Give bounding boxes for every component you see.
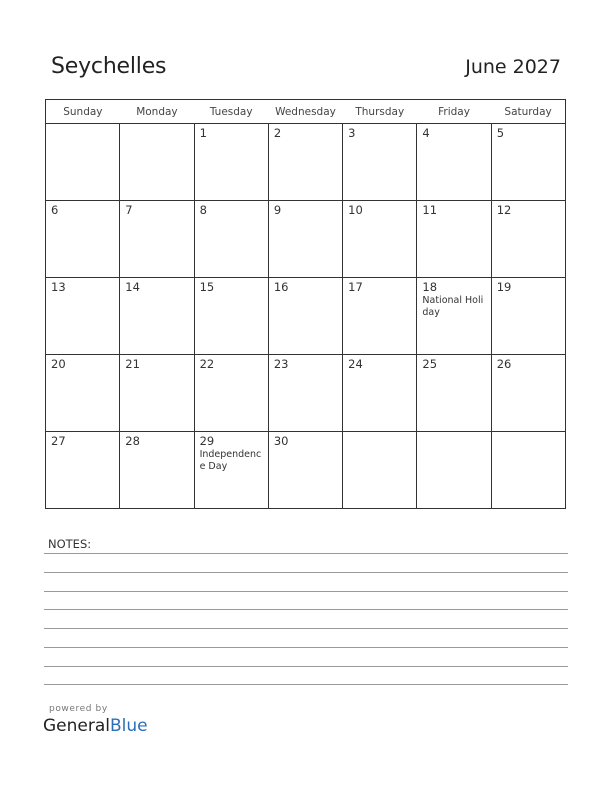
calendar-day-cell (268, 124, 342, 201)
day-number: 22 (199, 357, 215, 371)
calendar-week-row (46, 278, 566, 355)
calendar-day-cell (120, 201, 194, 278)
day-number: 20 (51, 357, 66, 371)
weekday-wednesday: Wednesday (268, 100, 342, 124)
calendar-day-cell (194, 124, 268, 201)
calendar-day-cell (491, 124, 565, 201)
day-number: 21 (125, 357, 140, 371)
weekday-thursday: Thursday (343, 100, 417, 124)
calendar-day-cell (46, 278, 120, 355)
day-number: 29 (199, 434, 215, 448)
notes-line (44, 609, 568, 610)
calendar-week-row (46, 201, 566, 278)
weekday-tuesday: Tuesday (194, 100, 268, 124)
notes-line (44, 647, 568, 648)
calendar-day-cell (343, 124, 417, 201)
calendar-week-row (46, 124, 566, 201)
calendar-day-cell (120, 124, 194, 201)
holiday-label: National Holiday (422, 295, 484, 318)
calendar-day-cell (194, 432, 268, 509)
notes-line (44, 666, 568, 667)
day-number: 18 (422, 280, 438, 294)
calendar-day-cell (46, 124, 120, 201)
day-number: 16 (273, 280, 289, 294)
weekday-saturday: Saturday (491, 100, 565, 124)
calendar-day-cell (417, 355, 491, 432)
calendar-day-cell (343, 432, 417, 509)
day-number: 24 (348, 357, 363, 371)
calendar-body (46, 124, 566, 509)
calendar-day-cell (491, 355, 565, 432)
notes-label: NOTES: (48, 537, 92, 551)
calendar-day-cell (268, 278, 342, 355)
day-number: 13 (51, 280, 66, 294)
calendar-day-cell (194, 278, 268, 355)
day-number: 12 (496, 203, 512, 217)
calendar-month-title: June 2027 (465, 56, 561, 78)
day-number: 17 (348, 280, 363, 294)
day-number: 30 (273, 434, 289, 448)
day-number: 7 (125, 203, 133, 217)
day-number: 6 (51, 203, 59, 217)
day-number: 4 (422, 126, 430, 140)
weekday-sunday: Sunday (46, 100, 120, 124)
weekday-header-row (46, 100, 566, 124)
day-number: 2 (273, 126, 282, 140)
day-number: 28 (125, 434, 140, 448)
notes-line (44, 591, 568, 592)
weekday-monday: Monday (120, 100, 194, 124)
calendar-day-cell (491, 201, 565, 278)
calendar-week-row (46, 355, 566, 432)
calendar-day-cell (46, 355, 120, 432)
day-number: 15 (199, 280, 215, 294)
day-number: 27 (51, 434, 66, 448)
day-number: 3 (348, 126, 356, 140)
day-number: 1 (199, 126, 207, 140)
day-number: 11 (422, 203, 438, 217)
day-number: 5 (496, 126, 505, 140)
calendar-day-cell (194, 201, 268, 278)
calendar-day-cell (491, 432, 565, 509)
calendar-week-row (46, 432, 566, 509)
day-number: 23 (273, 357, 289, 371)
day-number: 9 (273, 203, 282, 217)
day-number: 8 (199, 203, 207, 217)
calendar-day-cell (46, 201, 120, 278)
calendar-day-cell (417, 201, 491, 278)
calendar-day-cell (417, 432, 491, 509)
weekday-friday: Friday (417, 100, 491, 124)
notes-line (44, 553, 568, 554)
calendar-day-cell (268, 432, 342, 509)
day-number: 10 (348, 203, 363, 217)
generalblue-logo (43, 716, 148, 736)
calendar-country-title: Seychelles (51, 54, 167, 79)
calendar-day-cell (417, 124, 491, 201)
notes-line (44, 628, 568, 629)
calendar-day-cell (343, 355, 417, 432)
notes-line (44, 684, 568, 685)
calendar-day-cell (194, 355, 268, 432)
day-number: 25 (422, 357, 438, 371)
calendar-day-cell (417, 278, 491, 355)
calendar-day-cell (268, 355, 342, 432)
day-number: 14 (125, 280, 140, 294)
notes-line (44, 572, 568, 573)
calendar-day-cell (343, 201, 417, 278)
holiday-label: Independence Day (199, 449, 262, 472)
calendar-day-cell (46, 432, 120, 509)
brand-general: General (43, 716, 110, 736)
calendar-grid (45, 99, 566, 509)
calendar-day-cell (120, 432, 194, 509)
day-number: 26 (496, 357, 512, 371)
calendar-day-cell (268, 201, 342, 278)
calendar-day-cell (120, 278, 194, 355)
powered-by-text: powered by (49, 704, 108, 714)
calendar-day-cell (343, 278, 417, 355)
calendar-day-cell (120, 355, 194, 432)
day-number: 19 (496, 280, 512, 294)
brand-blue: Blue (110, 716, 148, 736)
calendar-day-cell (491, 278, 565, 355)
